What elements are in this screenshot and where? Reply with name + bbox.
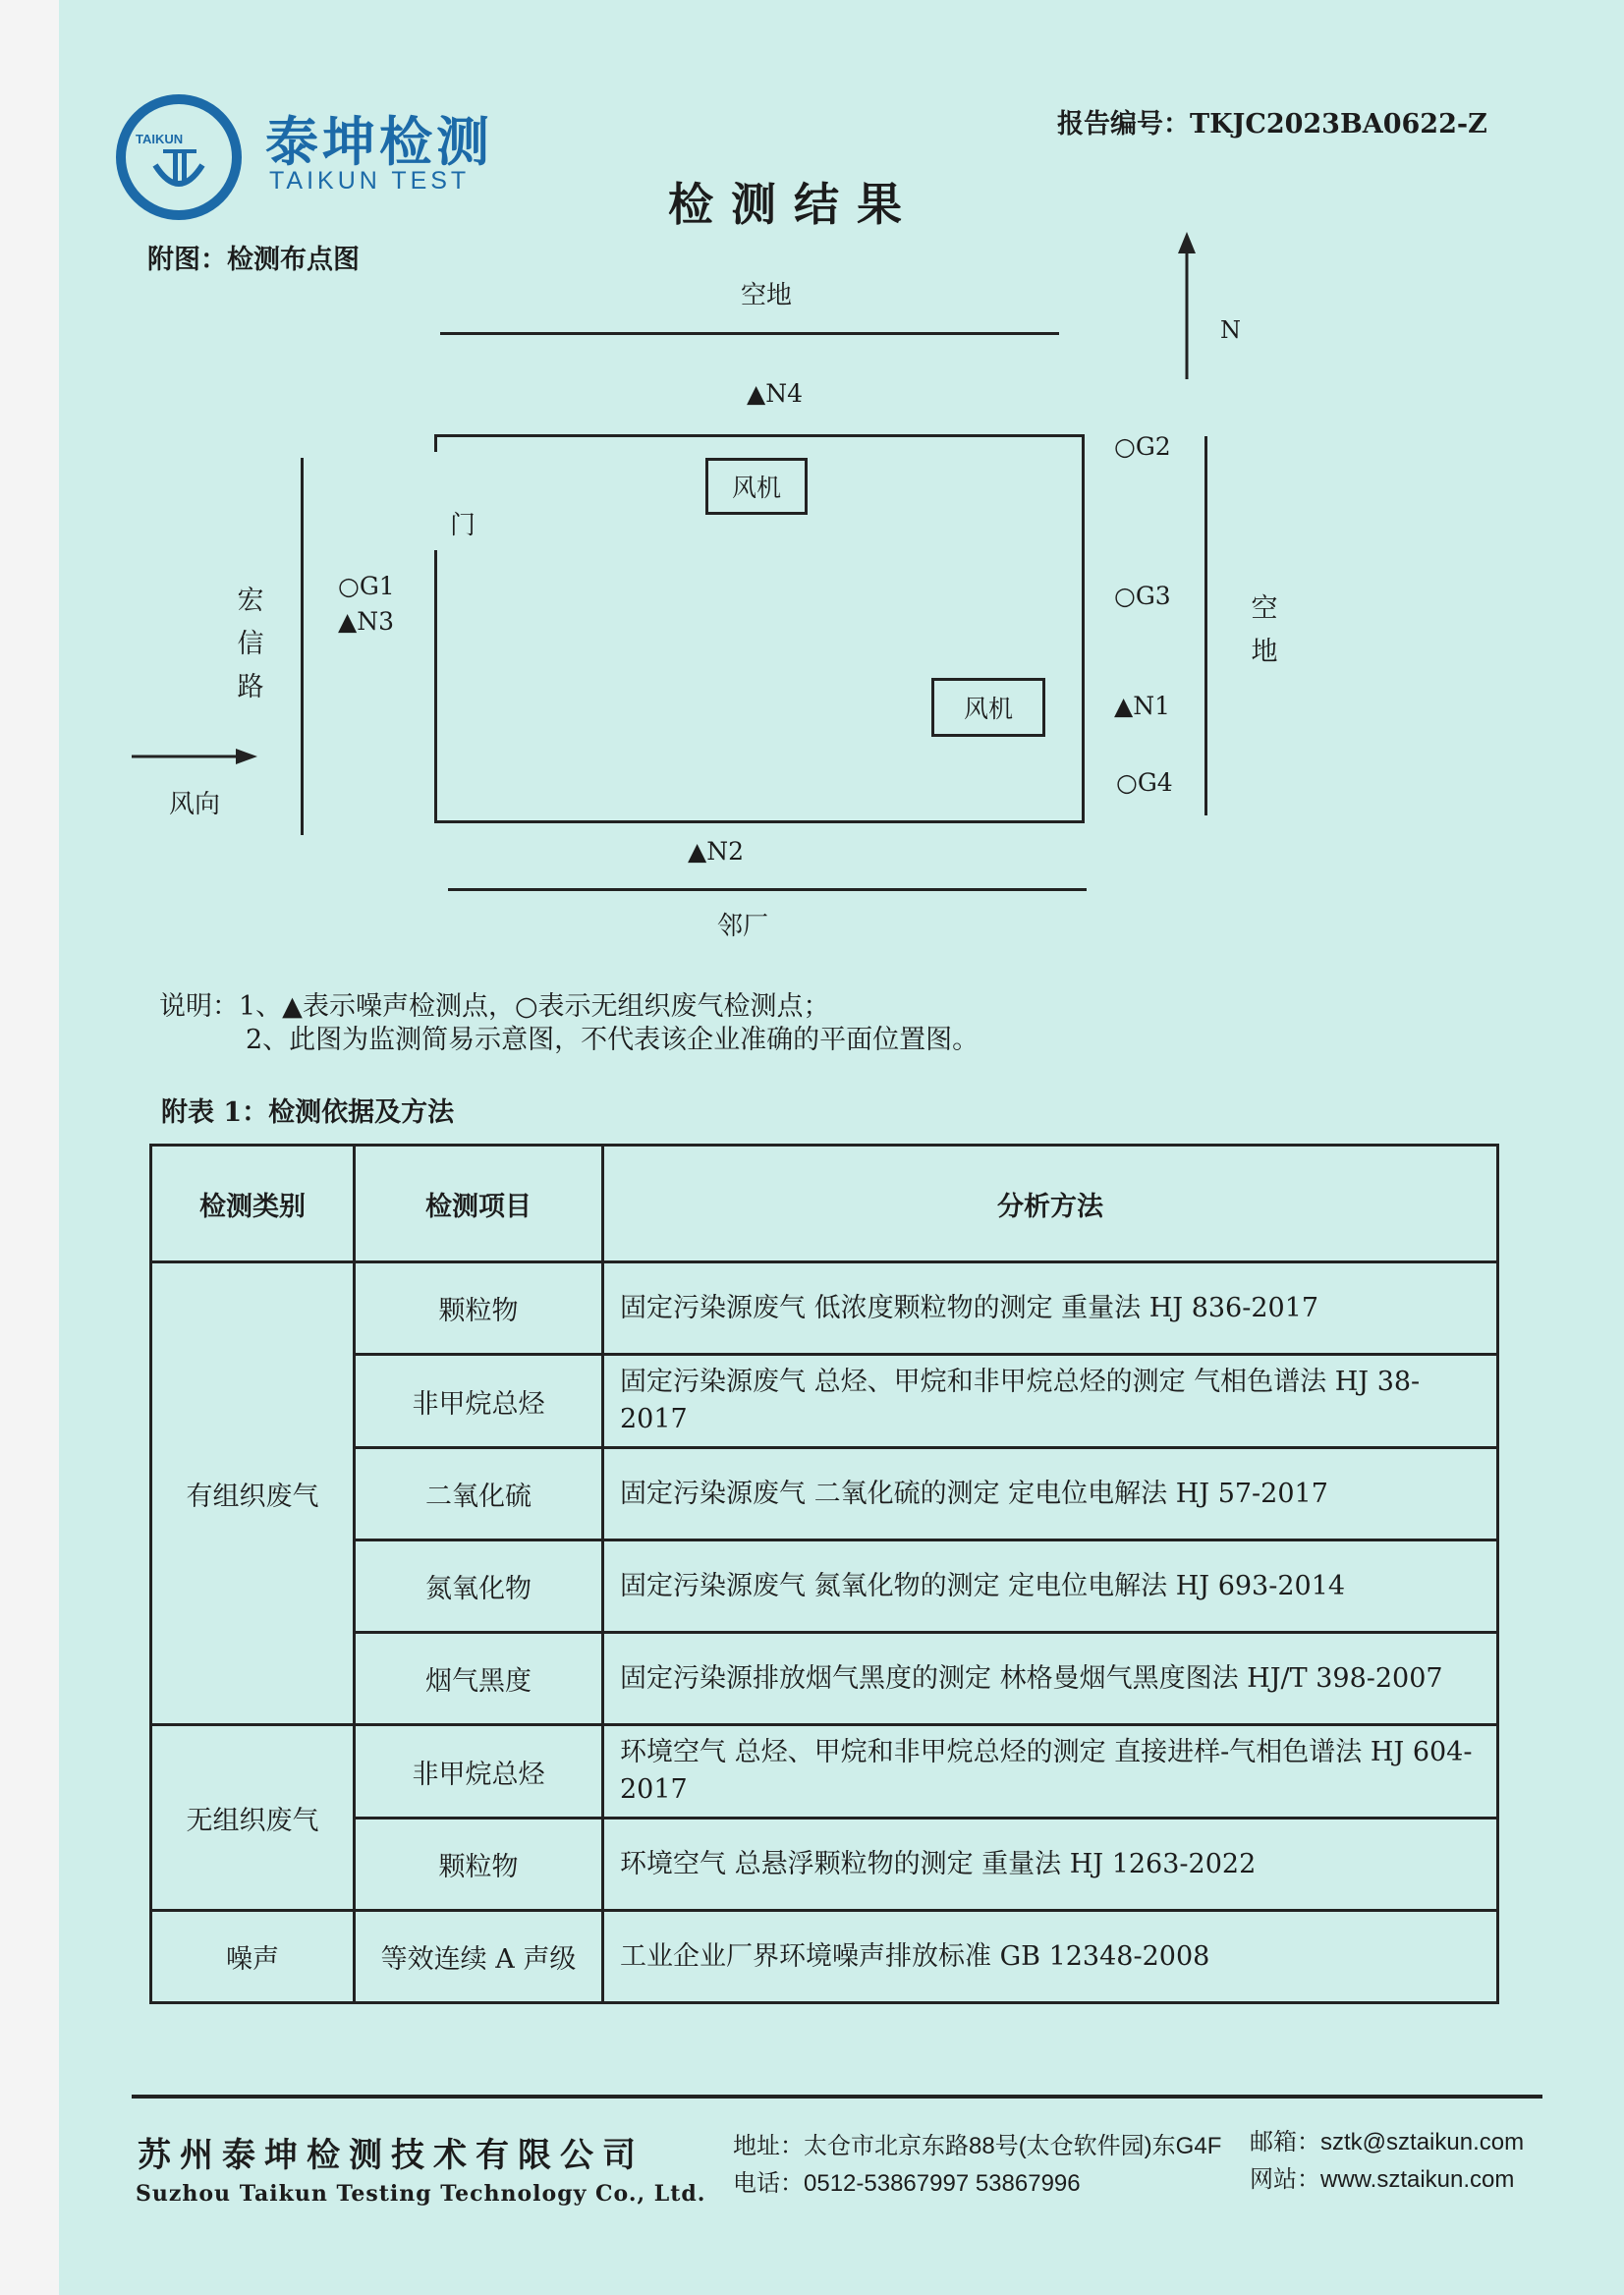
method-cell: 固定污染源废气 总烃、甲烷和非甲烷总烃的测定 气相色谱法 HJ 38-2017: [603, 1355, 1498, 1448]
footer-company-en: Suzhou Taikun Testing Technology Co., Ltd.: [136, 2181, 706, 2207]
noise-point-n1: ▲N1: [1114, 692, 1171, 720]
noise-point-n3: ▲N3: [338, 607, 395, 636]
header-method: 分析方法: [603, 1146, 1498, 1262]
footer-divider: [132, 2095, 1542, 2099]
item-cell: 烟气黑度: [355, 1633, 603, 1725]
company-logo: [116, 94, 242, 220]
west-road-line: [301, 458, 304, 835]
method-cell: 环境空气 总悬浮颗粒物的测定 重量法 HJ 1263-2022: [603, 1819, 1498, 1911]
table-row: [151, 1725, 1498, 1819]
wind-direction-label: 风向: [169, 790, 221, 819]
methods-table: [149, 1144, 1499, 2004]
item-cell: 二氧化硫: [355, 1448, 603, 1540]
north-boundary-line: [440, 332, 1059, 335]
gas-point-g2: ○G2: [1114, 432, 1171, 461]
category-cell: 无组织废气: [151, 1725, 355, 1911]
east-boundary-line: [1204, 436, 1207, 815]
report-number: 报告编号：TKJC2023BA0622-Z: [1057, 109, 1487, 140]
method-cell: 环境空气 总烃、甲烷和非甲烷总烃的测定 直接进样-气相色谱法 HJ 604-2017: [603, 1725, 1498, 1819]
page-edge: [0, 0, 59, 2295]
page-title: 检测结果: [668, 178, 920, 231]
figure-title: 附图：检测布点图: [147, 245, 360, 275]
header-item: 检测项目: [355, 1146, 603, 1262]
north-arrow-label: N: [1220, 316, 1241, 344]
gas-point-g4: ○G4: [1116, 768, 1173, 797]
item-cell: 氮氧化物: [355, 1540, 603, 1633]
diagram-note-1: 说明：1、▲表示噪声检测点，○表示无组织废气检测点；: [159, 991, 830, 1022]
category-cell: 有组织废气: [151, 1262, 355, 1725]
north-arrow-icon: [1175, 232, 1199, 379]
item-cell: 非甲烷总烃: [355, 1725, 603, 1819]
wind-direction-arrow-icon: [132, 747, 257, 766]
fan-unit-2: 风机: [931, 678, 1045, 737]
south-area-label: 邻厂: [717, 912, 769, 941]
method-cell: 固定污染源废气 二氧化硫的测定 定电位电解法 HJ 57-2017: [603, 1448, 1498, 1540]
brand-name-en: TAIKUN TEST: [269, 167, 471, 195]
footer-email: 邮箱：sztk@sztaikun.com: [1250, 2129, 1525, 2155]
category-cell: 噪声: [151, 1911, 355, 2003]
footer-company-cn: 苏州泰坤检测技术有限公司: [138, 2136, 644, 2175]
footer-address: 地址：太仓市北京东路88号(太仓软件园)东G4F: [733, 2133, 1222, 2159]
west-road-label: 宏信路: [237, 586, 264, 702]
brand-name-cn: 泰坤检测: [265, 110, 493, 173]
method-cell: 工业企业厂界环境噪声排放标准 GB 12348-2008: [603, 1911, 1498, 2003]
noise-point-n4: ▲N4: [747, 379, 804, 408]
gas-point-g1: ○G1: [338, 572, 395, 600]
item-cell: 颗粒物: [355, 1262, 603, 1355]
method-cell: 固定污染源废气 氮氧化物的测定 定电位电解法 HJ 693-2014: [603, 1540, 1498, 1633]
table-header-row: [151, 1146, 1498, 1262]
header-category: 检测类别: [151, 1146, 355, 1262]
item-cell: 颗粒物: [355, 1819, 603, 1911]
table-title: 附表 1：检测依据及方法: [161, 1097, 455, 1128]
table-row: [151, 1262, 1498, 1355]
noise-point-n2: ▲N2: [688, 837, 745, 866]
method-cell: 固定污染源排放烟气黑度的测定 林格曼烟气黑度图法 HJ/T 398-2007: [603, 1633, 1498, 1725]
north-area-label: 空地: [741, 281, 793, 310]
east-area-label: 空地: [1251, 593, 1278, 667]
fan-unit-1: 风机: [705, 458, 808, 515]
footer-phone: 电话：0512-53867997 53867996: [733, 2170, 1081, 2197]
footer-website: 网站：www.sztaikun.com: [1250, 2166, 1515, 2193]
diagram-note-2: 2、此图为监测简易示意图，不代表该企业准确的平面位置图。: [246, 1025, 980, 1055]
item-cell: 非甲烷总烃: [355, 1355, 603, 1448]
door-gap: [432, 452, 440, 550]
item-cell: 等效连续 A 声级: [355, 1911, 603, 2003]
south-boundary-line: [448, 888, 1087, 891]
door-label: 门: [450, 511, 476, 540]
table-row: [151, 1911, 1498, 2003]
gas-point-g3: ○G3: [1114, 582, 1171, 610]
logo-text: TAIKUN: [136, 132, 184, 146]
method-cell: 固定污染源废气 低浓度颗粒物的测定 重量法 HJ 836-2017: [603, 1262, 1498, 1355]
